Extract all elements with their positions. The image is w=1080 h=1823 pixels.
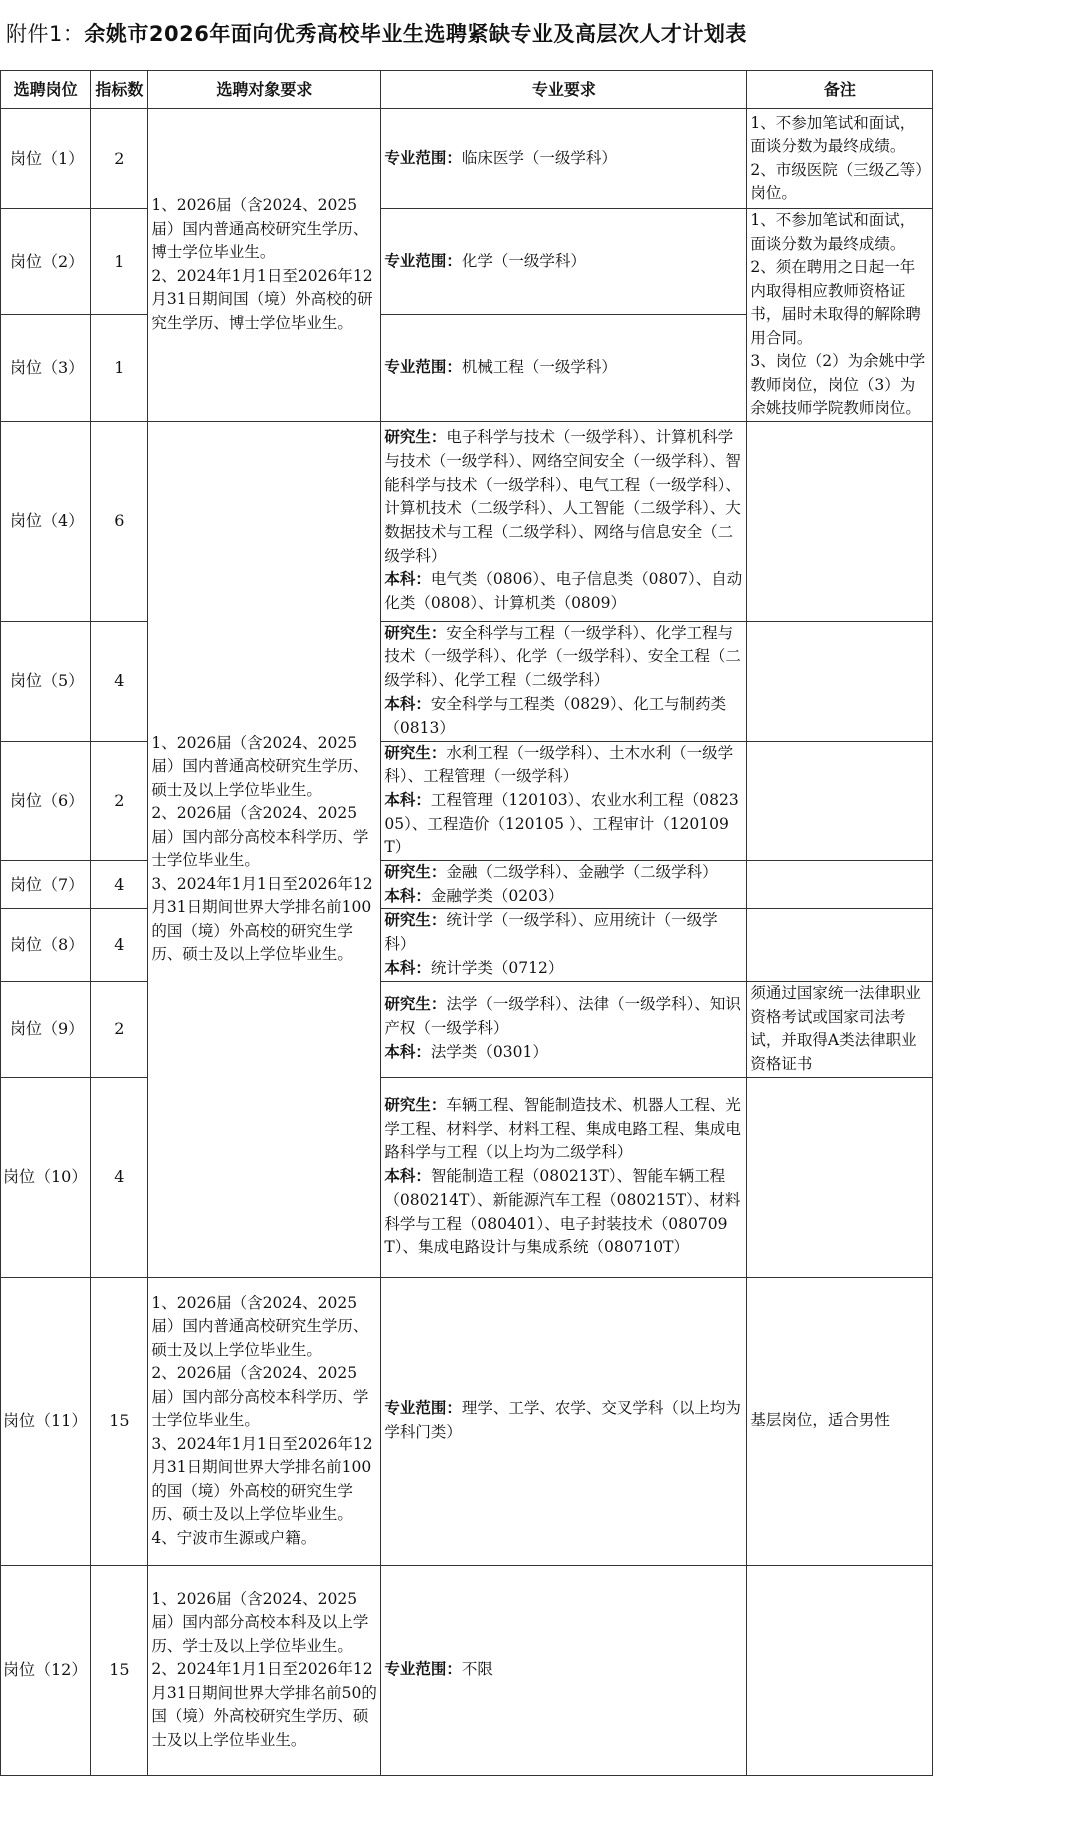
table-row — [1, 109, 933, 209]
table-row — [1, 861, 933, 909]
remark-cell — [747, 861, 933, 909]
major-cell — [381, 1077, 747, 1277]
major-text: 法学类（0301） — [430, 1042, 548, 1061]
quota-cell: 15 — [91, 1565, 148, 1775]
requirement-text — [151, 1292, 377, 1551]
major-text: 电子科学与技术（一级学科）、计算机科学与技术（一级学科）、网络空间安全（一级学科）、智能科学与技术（一级学科）、电气工程（一级学科）、计算机技术（二级学科）、人工智能（二级学科）、大数据技术与工程（二级学科）、网络与信息安全（二级学科） — [384, 428, 741, 565]
major-cell — [381, 909, 747, 981]
quota-cell: 2 — [91, 981, 148, 1077]
remark-cell — [747, 1565, 933, 1775]
requirement-cell — [148, 1277, 381, 1565]
table-row — [1, 909, 933, 981]
position-cell: 岗位（12） — [1, 1565, 91, 1775]
position-cell: 岗位（5） — [1, 621, 91, 741]
quota-cell: 2 — [91, 741, 148, 861]
table-row — [1, 421, 933, 621]
major-text: 安全科学与工程（一级学科）、化学工程与技术（一级学科）、化学（一级学科）、安全工程（二级学科）、化学工程（二级学科） — [384, 623, 741, 690]
major-label: 本科： — [384, 1167, 431, 1186]
major-label: 本科： — [384, 570, 431, 589]
major-label: 专业范围： — [384, 1399, 462, 1418]
table-row — [1, 981, 933, 1077]
major-label: 研究生： — [384, 1096, 447, 1115]
major-text: 临床医学（一级学科） — [461, 148, 617, 167]
major-cell — [381, 109, 747, 209]
major-text: 理学、工学、农学、交叉学科（以上均为学科门类） — [384, 1399, 741, 1442]
table-row — [1, 1077, 933, 1277]
text-line: 1、2026届（含2024、2025届）国内普通高校研究生学历、硕士及以上学位毕业生。 — [151, 733, 369, 799]
table-row — [1, 1565, 933, 1775]
text-line: 2、市级医院（三级乙等）岗位。 — [750, 160, 923, 202]
quota-cell: 4 — [91, 861, 148, 909]
remark-text — [750, 982, 929, 1076]
major-label: 专业范围： — [384, 1660, 462, 1679]
remark-cell — [747, 1277, 933, 1565]
position-cell: 岗位（7） — [1, 861, 91, 909]
header-requirement: 选聘对象要求 — [148, 71, 381, 109]
major-cell — [381, 621, 747, 741]
major-cell — [381, 421, 747, 621]
text-line: 3、2024年1月1日至2026年12月31日期间世界大学排名前100的国（境）外高校的研究生学历、硕士及以上学位毕业生。 — [151, 874, 373, 964]
major-cell — [381, 209, 747, 315]
major-text: 金融学类（0203） — [430, 886, 564, 905]
major-text: 工程管理（120103）、农业水利工程（082305）、工程造价（120105 ）、工程审计（120109T） — [384, 790, 739, 857]
header-row — [1, 71, 933, 109]
requirement-cell — [148, 1565, 381, 1775]
quota-cell: 6 — [91, 421, 148, 621]
remark-cell — [747, 741, 933, 861]
requirement-text — [151, 194, 377, 335]
text-line: 2、2024年1月1日至2026年12月31日期间世界大学排名前50的国（境）外高校研究生学历、硕士及以上学位毕业生。 — [151, 1660, 377, 1749]
table-row — [1, 209, 933, 315]
major-cell — [381, 1565, 747, 1775]
requirement-text — [151, 1588, 377, 1753]
major-cell — [381, 1277, 747, 1565]
header-position: 选聘岗位 — [1, 71, 91, 109]
major-label: 本科： — [384, 694, 431, 713]
major-label: 研究生： — [384, 623, 447, 642]
remark-cell — [747, 909, 933, 981]
major-label: 本科： — [384, 1042, 431, 1061]
major-label: 专业范围： — [384, 251, 462, 270]
title-text: 余姚市2026年面向优秀高校毕业生选聘紧缺专业及高层次人才计划表 — [84, 22, 747, 46]
major-cell — [381, 861, 747, 909]
text-line: 4、宁波市生源或户籍。 — [151, 1528, 317, 1547]
remark-cell — [747, 621, 933, 741]
major-text: 机械工程（一级学科） — [461, 358, 617, 377]
table-row — [1, 1277, 933, 1565]
position-cell: 岗位（9） — [1, 981, 91, 1077]
requirement-text — [151, 732, 377, 967]
major-text: 法学（一级学科）、法律（一级学科）、知识产权（一级学科） — [384, 995, 741, 1038]
quota-cell: 1 — [91, 315, 148, 421]
position-cell: 岗位（11） — [1, 1277, 91, 1565]
header-major: 专业要求 — [381, 71, 747, 109]
major-cell — [381, 981, 747, 1077]
major-text: 不限 — [461, 1660, 493, 1679]
major-text: 金融（二级学科）、金融学（二级学科） — [446, 863, 718, 882]
plan-table — [0, 70, 933, 1776]
major-cell — [381, 741, 747, 861]
text-line: 3、2024年1月1日至2026年12月31日期间世界大学排名前100的国（境）外高校的研究生学历、硕士及以上学位毕业生。 — [151, 1434, 373, 1524]
quota-cell: 15 — [91, 1277, 148, 1565]
major-label: 本科： — [384, 790, 431, 809]
text-line: 2、2026届（含2024、2025届）国内部分高校本科学历、学士学位毕业生。 — [151, 804, 369, 870]
major-label: 研究生： — [384, 863, 447, 882]
remark-text — [750, 1409, 929, 1433]
major-label: 本科： — [384, 958, 431, 977]
text-line: 1、不参加笔试和面试，面谈分数为最终成绩。 — [750, 113, 916, 155]
remark-cell — [747, 1077, 933, 1277]
text-line: 基层岗位，适合男性 — [750, 1411, 890, 1430]
major-text: 安全科学与工程类（0829）、化工与制药类（0813） — [384, 694, 727, 737]
position-cell: 岗位（2） — [1, 209, 91, 315]
table-row — [1, 741, 933, 861]
major-text: 统计学（一级学科）、应用统计（一级学科） — [384, 911, 718, 954]
text-line: 2、2024年1月1日至2026年12月31日期间国（境）外高校的研究生学历、博士学位毕业生。 — [151, 266, 373, 332]
major-label: 研究生： — [384, 995, 447, 1014]
major-text: 智能制造工程（080213T）、智能车辆工程（080214T）、新能源汽车工程（080215T）、材料科学与工程（080401）、电子封装技术（080709T）、集成电路设计与集成系统（080710T） — [384, 1167, 741, 1257]
quota-cell: 4 — [91, 621, 148, 741]
header-remark: 备注 — [747, 71, 933, 109]
remark-text — [750, 112, 929, 206]
text-line: 1、2026届（含2024、2025届）国内部分高校本科及以上学历、学士及以上学位毕业生。 — [151, 1589, 369, 1655]
remark-cell — [747, 209, 933, 422]
major-text: 电气类（0806）、电子信息类（0807）、自动化类（0808）、计算机类（0809） — [384, 570, 743, 613]
header-quota: 指标数 — [91, 71, 148, 109]
remark-cell — [747, 981, 933, 1077]
major-text: 化学（一级学科） — [461, 251, 586, 270]
major-cell — [381, 315, 747, 421]
major-label: 研究生： — [384, 428, 447, 447]
major-text: 车辆工程、智能制造技术、机器人工程、光学工程、材料学、材料工程、集成电路工程、集成电路科学与工程（以上均为二级学科） — [384, 1096, 741, 1162]
text-line: 1、2026届（含2024、2025届）国内普通高校研究生学历、博士学位毕业生。 — [151, 196, 369, 262]
major-label: 专业范围： — [384, 358, 462, 377]
position-cell: 岗位（8） — [1, 909, 91, 981]
major-label: 研究生： — [384, 743, 447, 762]
requirement-cell — [148, 421, 381, 1277]
text-line: 2、须在聘用之日起一年内取得相应教师资格证书，届时未取得的解除聘用合同。 — [750, 258, 921, 347]
position-cell: 岗位（1） — [1, 109, 91, 209]
table-row — [1, 621, 933, 741]
position-cell: 岗位（6） — [1, 741, 91, 861]
major-label: 研究生： — [384, 911, 447, 930]
text-line: 2、2026届（含2024、2025届）国内部分高校本科学历、学士学位毕业生。 — [151, 1364, 369, 1430]
quota-cell: 1 — [91, 209, 148, 315]
text-line: 1、不参加笔试和面试，面谈分数为最终成绩。 — [750, 211, 916, 253]
major-text: 水利工程（一级学科）、土木水利（一级学科）、工程管理（一级学科） — [384, 743, 734, 786]
major-label: 本科： — [384, 886, 431, 905]
remark-text — [750, 209, 929, 421]
document-title — [6, 18, 747, 48]
major-text: 统计学类（0712） — [430, 958, 564, 977]
text-line: 须通过国家统一法律职业资格考试或国家司法考试，并取得A类法律职业资格证书 — [750, 984, 921, 1073]
text-line: 1、2026届（含2024、2025届）国内普通高校研究生学历、硕士及以上学位毕业生。 — [151, 1293, 369, 1359]
position-cell: 岗位（4） — [1, 421, 91, 621]
requirement-cell — [148, 109, 381, 422]
quota-cell: 4 — [91, 1077, 148, 1277]
remark-cell — [747, 421, 933, 621]
title-prefix: 附件1： — [6, 22, 85, 46]
quota-cell: 2 — [91, 109, 148, 209]
position-cell: 岗位（10） — [1, 1077, 91, 1277]
position-cell: 岗位（3） — [1, 315, 91, 421]
quota-cell: 4 — [91, 909, 148, 981]
text-line: 3、岗位（2）为余姚中学教师岗位，岗位（3）为余姚技师学院教师岗位。 — [750, 352, 926, 417]
major-label: 专业范围： — [384, 148, 462, 167]
remark-cell — [747, 109, 933, 209]
